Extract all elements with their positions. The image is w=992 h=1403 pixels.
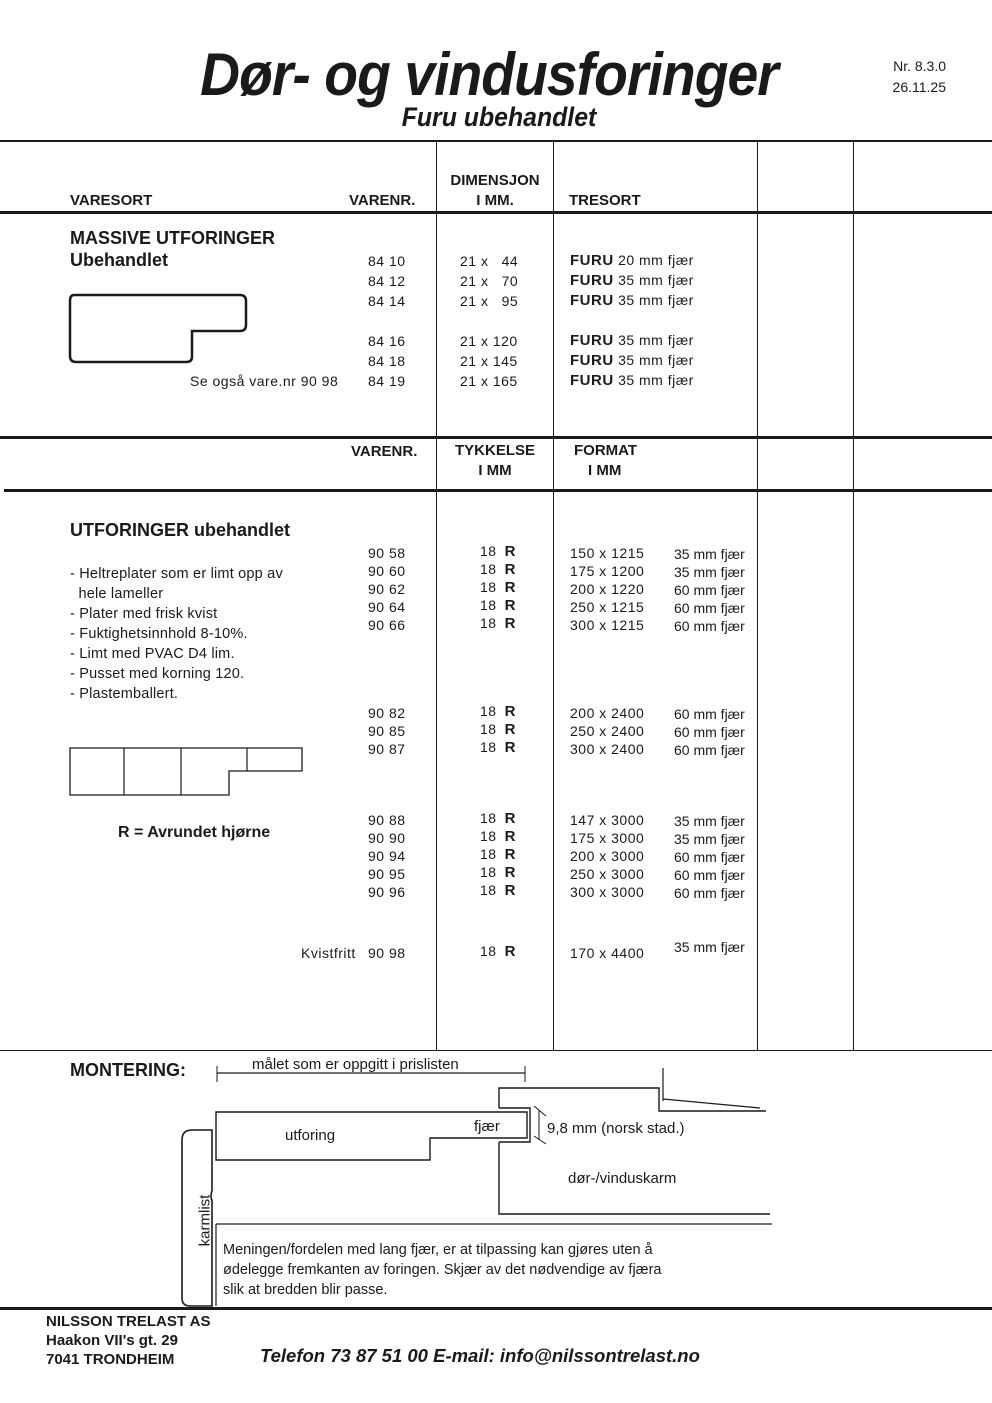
table-row-format: 250 x 2400 <box>570 723 645 739</box>
document-number: Nr. 8.3.0 <box>893 58 946 74</box>
karm-label: dør-/vinduskarm <box>568 1170 677 1187</box>
table-row-format: 300 x 1215 <box>570 617 645 633</box>
column-header-varenr-2: VARENR. <box>351 443 418 460</box>
table-row-varenr: 90 58 <box>368 545 406 561</box>
contact-info: Telefon 73 87 51 00 E-mail: info@nilssontrelast.no <box>260 1345 700 1366</box>
tongue-spec: 35 mm fjær <box>618 372 694 388</box>
feature-item: - Plater med frisk kvist <box>70 606 218 622</box>
utforing-label: utforing <box>285 1127 336 1144</box>
thickness-value: 18 <box>480 615 497 631</box>
rounded-corner-mark: R <box>504 597 516 614</box>
table-row-tongue-spec: 60 mm fjær <box>674 724 745 740</box>
table-row-varenr: 90 98 <box>368 945 406 961</box>
company-city: 7041 TRONDHEIM <box>46 1351 175 1368</box>
column-header-varesort: VARESORT <box>70 192 153 209</box>
table-row-tongue-spec: 60 mm fjær <box>674 600 745 616</box>
table-row-varenr: 84 19 <box>368 373 406 389</box>
table-row-tongue-spec: 35 mm fjær <box>674 939 745 955</box>
rounded-corner-mark: R <box>504 561 516 578</box>
wood-type: FURU <box>570 332 614 349</box>
feature-item: - Heltreplater som er limt opp av <box>70 566 283 582</box>
table-row-dimension: 21 x 44 <box>460 253 519 269</box>
table-row-varenr: 84 16 <box>368 333 406 349</box>
thickness-value: 18 <box>480 810 497 826</box>
kvistfritt-label: Kvistfritt <box>301 945 356 961</box>
table-row-tongue-spec: 60 mm fjær <box>674 885 745 901</box>
table-row-varenr: 90 62 <box>368 581 406 597</box>
table-row-varenr: 84 14 <box>368 293 406 309</box>
see-also-note: Se også vare.nr 90 98 <box>190 373 339 389</box>
table-row-tongue-spec: 35 mm fjær <box>674 831 745 847</box>
feature-item: - Fuktighetsinnhold 8-10%. <box>70 626 248 642</box>
thickness-value: 18 <box>480 721 497 737</box>
wood-type: FURU <box>570 372 614 389</box>
table-row-format: 300 x 2400 <box>570 741 645 757</box>
table-row-format: 147 x 3000 <box>570 812 645 828</box>
table-row-format: 250 x 3000 <box>570 866 645 882</box>
column-header-format: FORMAT <box>574 442 638 459</box>
column-header-tresort: TRESORT <box>569 192 641 209</box>
section-title-utforinger: UTFORINGER ubehandlet <box>70 520 290 540</box>
thickness-value: 18 <box>480 703 497 719</box>
montering-title: MONTERING: <box>70 1060 186 1080</box>
table-row-varenr: 84 18 <box>368 353 406 369</box>
section-subtitle-ubehandlet: Ubehandlet <box>70 250 169 270</box>
table-row-dimension: 21 x 95 <box>460 293 519 309</box>
wood-type: FURU <box>570 292 614 309</box>
table-row-format: 200 x 1220 <box>570 581 645 597</box>
table-row-tongue-spec: 60 mm fjær <box>674 867 745 883</box>
thickness-value: 18 <box>480 561 497 577</box>
note-line: ødelegge fremkanten av foringen. Skjær av det nødvendige av fjæra <box>223 1262 662 1278</box>
table-row-varenr: 90 66 <box>368 617 406 633</box>
table-row-tongue-spec: 60 mm fjær <box>674 849 745 865</box>
column-header-tykkelse-unit: I MM <box>478 462 512 479</box>
company-name: NILSSON TRELAST AS <box>46 1313 211 1330</box>
table-row-dimension: 21 x 70 <box>460 273 519 289</box>
table-row-varenr: 90 64 <box>368 599 406 615</box>
thickness-value: 18 <box>480 597 497 613</box>
table-row-varenr: 90 87 <box>368 741 406 757</box>
note-line: Meningen/fordelen med lang fjær, er at tilpassing kan gjøres uten å <box>223 1242 653 1258</box>
table-row-tongue-spec: 35 mm fjær <box>674 813 745 829</box>
table-row-tongue-spec: 60 mm fjær <box>674 582 745 598</box>
table-row-tongue-spec: 60 mm fjær <box>674 618 745 634</box>
table-row-format: 250 x 1215 <box>570 599 645 615</box>
thickness-value: 18 <box>480 943 497 959</box>
page-subtitle: Furu ubehandlet <box>401 102 597 132</box>
thickness-value: 18 <box>480 579 497 595</box>
wood-type: FURU <box>570 252 614 269</box>
thickness-value: 18 <box>480 864 497 880</box>
feature-item: - Limt med PVAC D4 lim. <box>70 646 235 662</box>
table-row-varenr: 90 88 <box>368 812 406 828</box>
legend-rounded-corner: R = Avrundet hjørne <box>118 824 271 841</box>
table-row-tongue-spec: 35 mm fjær <box>674 564 745 580</box>
table-row-tongue-spec: 35 mm fjær <box>674 546 745 562</box>
tongue-spec: 20 mm fjær <box>618 252 694 268</box>
company-street: Haakon VII's gt. 29 <box>46 1332 178 1349</box>
table-row-format: 200 x 3000 <box>570 848 645 864</box>
table-row-varenr: 90 94 <box>368 848 406 864</box>
thickness-value: 18 <box>480 828 497 844</box>
document-date: 26.11.25 <box>892 79 946 95</box>
feature-item: - Plastemballert. <box>70 686 179 702</box>
table-row-varenr: 90 85 <box>368 723 406 739</box>
rounded-corner-mark: R <box>504 846 516 863</box>
table-row-tongue-spec: 60 mm fjær <box>674 742 745 758</box>
feature-item: - Pusset med korning 120. <box>70 666 245 682</box>
montering-note <box>223 1240 661 1300</box>
fjaer-label: fjær <box>474 1118 500 1135</box>
column-header-tykkelse: TYKKELSE <box>454 442 535 459</box>
table-row-varenr: 90 90 <box>368 830 406 846</box>
company-address <box>46 1312 210 1369</box>
table-row-dimension: 21 x 165 <box>460 373 518 389</box>
table-row-format: 170 x 4400 <box>570 945 645 961</box>
rounded-corner-mark: R <box>504 810 516 827</box>
rounded-corner-mark: R <box>504 943 516 960</box>
thickness-value: 18 <box>480 882 497 898</box>
tongue-spec: 35 mm fjær <box>618 352 694 368</box>
table-row-varenr: 90 82 <box>368 705 406 721</box>
thickness-label: 9,8 mm (norsk stad.) <box>547 1120 685 1137</box>
table-row-format: 200 x 2400 <box>570 705 645 721</box>
thickness-value: 18 <box>480 739 497 755</box>
table-row-tongue-spec: 60 mm fjær <box>674 706 745 722</box>
column-header-format-unit: I MM <box>588 462 622 479</box>
table-row-format: 300 x 3000 <box>570 884 645 900</box>
rounded-corner-mark: R <box>504 864 516 881</box>
tongue-spec: 35 mm fjær <box>618 272 694 288</box>
section-title-massive: MASSIVE UTFORINGER <box>70 228 276 248</box>
table-row-varenr: 84 12 <box>368 273 406 289</box>
thickness-value: 18 <box>480 846 497 862</box>
rounded-corner-mark: R <box>504 882 516 899</box>
table-row-dimension: 21 x 145 <box>460 353 518 369</box>
column-header-varenr: VARENR. <box>349 192 416 209</box>
tongue-spec: 35 mm fjær <box>618 292 694 308</box>
measure-label: målet som er oppgitt i prislisten <box>252 1056 459 1073</box>
table-row-dimension: 21 x 120 <box>460 333 518 349</box>
thickness-value: 18 <box>480 543 497 559</box>
rounded-corner-mark: R <box>504 703 516 720</box>
rounded-corner-mark: R <box>504 579 516 596</box>
rounded-corner-mark: R <box>504 721 516 738</box>
table-row-format: 175 x 1200 <box>570 563 645 579</box>
rounded-corner-mark: R <box>504 615 516 632</box>
rounded-corner-mark: R <box>504 543 516 560</box>
table-row-varenr: 90 96 <box>368 884 406 900</box>
wood-type: FURU <box>570 272 614 289</box>
rounded-corner-mark: R <box>504 739 516 756</box>
note-line: slik at bredden blir passe. <box>223 1282 388 1298</box>
column-header-dimensjon: DIMENSJON <box>450 172 540 189</box>
wood-type: FURU <box>570 352 614 369</box>
page-title: Dør- og vindusforinger <box>200 41 778 108</box>
table-row-varenr: 84 10 <box>368 253 406 269</box>
rounded-corner-mark: R <box>504 828 516 845</box>
table-row-varenr: 90 95 <box>368 866 406 882</box>
table-row-format: 150 x 1215 <box>570 545 645 561</box>
table-row-format: 175 x 3000 <box>570 830 645 846</box>
column-header-dimensjon-unit: I MM. <box>476 192 514 209</box>
tongue-spec: 35 mm fjær <box>618 332 694 348</box>
karmlist-label: karmlist <box>196 1194 214 1247</box>
table-row-varenr: 90 60 <box>368 563 406 579</box>
feature-item: hele lameller <box>70 586 164 602</box>
